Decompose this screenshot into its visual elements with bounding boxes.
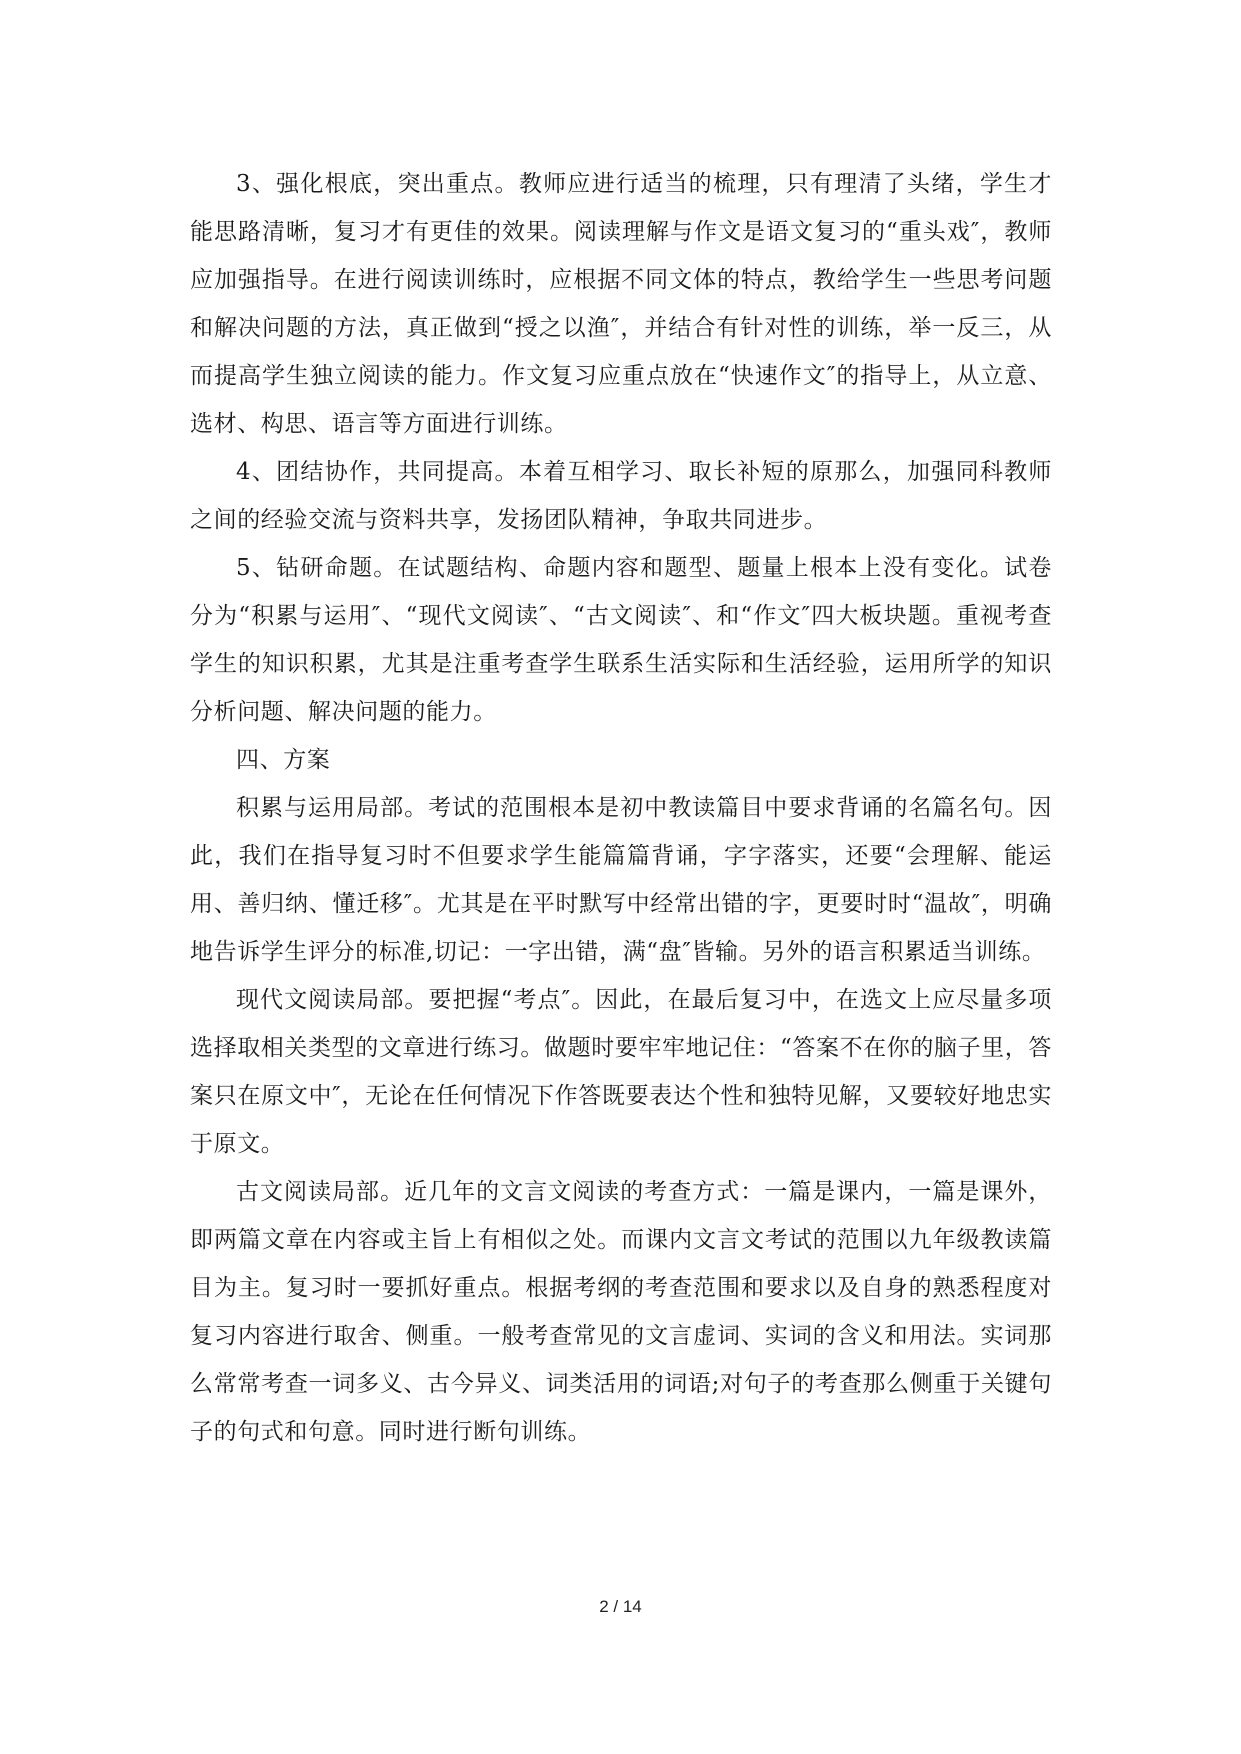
- page-number: 2 / 14: [599, 1597, 642, 1616]
- paragraph-point-5: 5、钻研命题。在试题结构、命题内容和题型、题量上根本上没有变化。试卷分为“积累与运用″、“现代文阅读″、“古文阅读″、和“作文″四大板块题。重视考查学生的知识积累，尤其是注重考查学生联系生活实际和生活经验，运用所学的知识分析问题、解决问题的能力。: [190, 555, 1052, 725]
- paragraph-classical-reading: 古文阅读局部。近几年的文言文阅读的考查方式：一篇是课内，一篇是课外，即两篇文章在内容或主旨上有相似之处。而课内文言文考试的范围以九年级教读篇目为主。复习时一要抓好重点。根据考纲的考查范围和要求以及自身的熟悉程度对复习内容进行取舍、侧重。一般考查常见的文言虚词、实词的含义和用法。实词那么常常考查一词多义、古今异义、词类活用的词语;对句子的考查那么侧重于关键句子的句式和句意。同时进行断句训练。: [190, 1179, 1052, 1445]
- document-body: [190, 160, 1052, 1456]
- paragraph-accumulation: 积累与运用局部。考试的范围根本是初中教读篇目中要求背诵的名篇名句。因此，我们在指导复习时不但要求学生能篇篇背诵，字字落实，还要“会理解、能运用、善归纳、懂迁移″。尤其是在平时默写中经常出错的字，更要时时“温故″，明确地告诉学生评分的标准,切记：一字出错，满“盘″皆输。另外的语言积累适当训练。: [190, 795, 1052, 965]
- paragraph-modern-reading: 现代文阅读局部。要把握“考点″。因此，在最后复习中，在选文上应尽量多项选择取相关类型的文章进行练习。做题时要牢牢地记住：“答案不在你的脑子里，答案只在原文中″，无论在任何情况下作答既要表达个性和独特见解，又要较好地忠实于原文。: [190, 987, 1052, 1157]
- paragraph-point-3: 3、强化根底，突出重点。教师应进行适当的梳理，只有理清了头绪，学生才能思路清晰，复习才有更佳的效果。阅读理解与作文是语文复习的“重头戏″，教师应加强指导。在进行阅读训练时，应根据不同文体的特点，教给学生一些思考问题和解决问题的方法，真正做到“授之以渔″，并结合有针对性的训练，举一反三，从而提高学生独立阅读的能力。作文复习应重点放在“快速作文″的指导上，从立意、选材、构思、语言等方面进行训练。: [190, 171, 1052, 437]
- section-heading-plan: 四、方案: [236, 747, 331, 773]
- paragraph-point-4: 4、团结协作，共同提高。本着互相学习、取长补短的原那么，加强同科教师之间的经验交流与资料共享，发扬团队精神，争取共同进步。: [190, 459, 1052, 533]
